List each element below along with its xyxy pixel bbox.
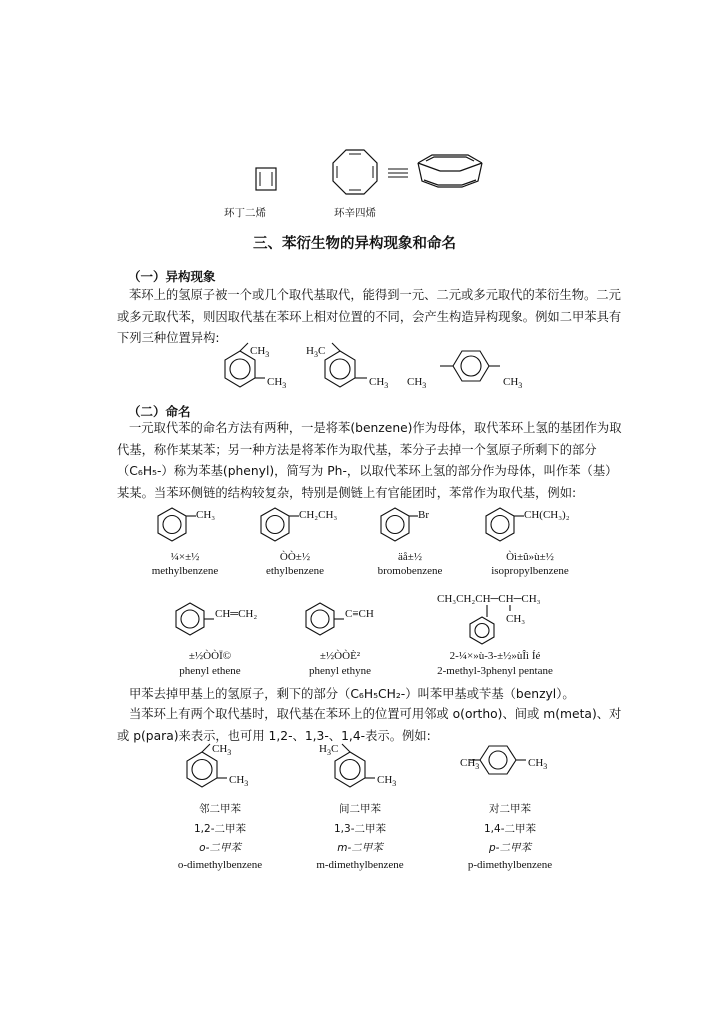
toluene-group: CH₃ [196,509,216,521]
cyclic-structures [240,145,510,205]
phenylpentane-english: 2-methyl-3phenyl pentane [437,665,553,677]
cyclooctatetraene-label: 环辛四烯 [334,207,376,219]
tub-structure [418,155,482,187]
styrene-garbled: ±½ÒÒÏ© [188,650,232,662]
pentane-chain: CH₃CH₂CH─CH─CH₃ [437,593,541,605]
svg-text:CH3: $CH_3$ [503,376,523,390]
toluene-structure [158,508,196,541]
phenylacetylene-group: C≡CH [345,608,374,620]
styrene-group: CH═CH₂ [215,608,258,620]
svg-text:CH3: $CH_3$ [267,376,287,390]
cumene-group: CH(CH₃)₂ [524,509,570,521]
cumene-english: isopropylbenzene [491,565,569,577]
cyclooctatetraene-structure [333,150,377,194]
svg-text:CH3: $CH_3$ [229,774,249,788]
equivalence-sign [388,169,408,177]
bromobenzene-structure [381,508,418,541]
ethylbenzene-group: CH₂CH₃ [299,509,338,521]
m-xylene-english: m-dimethylbenzene [316,859,404,871]
p-xylene-cn: 对二甲苯 [489,803,531,815]
m-xylene-structure [325,343,367,387]
svg-text:CH3: $CH_3$ [528,757,548,771]
m-xylene-bottom [335,744,375,787]
bottom-xylenes [175,742,595,792]
cyclobutadiene-label: 环丁二烯 [224,207,266,219]
pentane-methyl: CH₃ [506,613,526,625]
cyclobutadiene-structure [256,168,276,190]
bromobenzene-group: Br [418,509,429,521]
bromobenzene-garbled: äå±½ [397,551,423,563]
o-xylene-english: o-dimethylbenzene [177,859,263,871]
svg-text:CH3: $CH_3$ [250,345,270,359]
m-xylene-num: 1,3-二甲苯 [334,823,386,835]
ethylbenzene-garbled: ÒÒ±½ [279,551,311,563]
o-xylene-cn: 邻二甲苯 [199,803,241,815]
cumene-structure [486,508,524,541]
styrene-english: phenyl ethene [179,665,241,677]
o-xylene-short: o-二甲苯 [199,842,241,854]
naming-heading: （二）命名 [128,404,191,419]
phenylacetylene-structure [306,603,344,635]
naming-paragraph: 一元取代苯的命名方法有两种，一是将苯(benzene)作为母体，取代苯环上氢的基团作为取代基，称作某某苯；另一种方法是将苯作为取代基，苯分子去掉一个氢原子所剩下的部分（C₆H₅-）称为苯基(phenyl)，简写为 Ph-，以取代苯环上氢的部分作为母体，叫作苯（基）某某。当苯环侧链的结构较复杂，特别是侧链上有官能团时，苯常作为取代基，例如: [117,421,622,500]
ethylbenzene-structure [261,508,299,541]
p-xylene-short: p-二甲苯 [489,842,531,854]
isomerism-heading: （一）异构现象 [128,269,216,284]
xylene-isomers [210,340,523,400]
disubstitution-paragraph: 当苯环上有两个取代基时，取代基在苯环上的位置可用邻或 o(ortho)、间或 m(meta)、对或 p(para)来表示，也可用 1,2-、1,3-、1,4-表示。例如: [117,707,622,743]
phenylpentane-garbled: 2-¼×»ù-3-±½»ùÎì Íé [449,650,541,662]
p-xylene-english: p-dimethylbenzene [467,859,553,871]
svg-text:CH3: $CH_3$ [407,376,427,390]
svg-text:H3C: $H_3C$ [319,743,339,757]
isomerism-paragraph: 苯环上的氢原子被一个或几个取代基取代，能得到一元、二元或多元取代的苯衍生物。二元或多元取代苯，则因取代基在苯环上相对位置的不同，会产生构造异构现象。例如二甲苯具有下列三种位置异构: [117,288,622,345]
toluene-english: methylbenzene [151,565,219,577]
p-xylene-structure [440,351,500,381]
cumene-garbled: Òì±û»ù±½ [506,551,554,563]
styrene-structure [176,603,214,635]
svg-text:CH3: $CH_3$ [377,774,397,788]
p-xylene-num: 1,4-二甲苯 [484,823,536,835]
phenylacetylene-english: phenyl ethyne [308,665,371,677]
o-xylene-num: 1,2-二甲苯 [194,823,246,835]
svg-text:CH3: $CH_3$ [212,743,232,757]
m-xylene-short: m-二甲苯 [337,842,383,854]
svg-text:CH3: $CH_3$ [460,757,480,771]
bromobenzene-english: bromobenzene [377,565,443,577]
benzyl-line: 甲苯去掉甲基上的氢原子，剩下的部分（C₆H₅CH₂-）叫苯甲基或苄基（benzyl）。 [129,687,575,701]
m-xylene-cn: 间二甲苯 [339,803,381,815]
svg-text:H3C: $H_3C$ [306,345,326,359]
section-title: 三、苯衍生物的异构现象和命名 [253,236,456,252]
toluene-garbled: ¼×±½ [170,551,200,563]
phenylpentane-structure [470,605,510,644]
phenylacetylene-garbled: ±½ÒÒÈ² [319,650,361,662]
svg-text:CH3: $CH_3$ [369,376,389,390]
ethylbenzene-english: ethylbenzene [265,565,325,577]
